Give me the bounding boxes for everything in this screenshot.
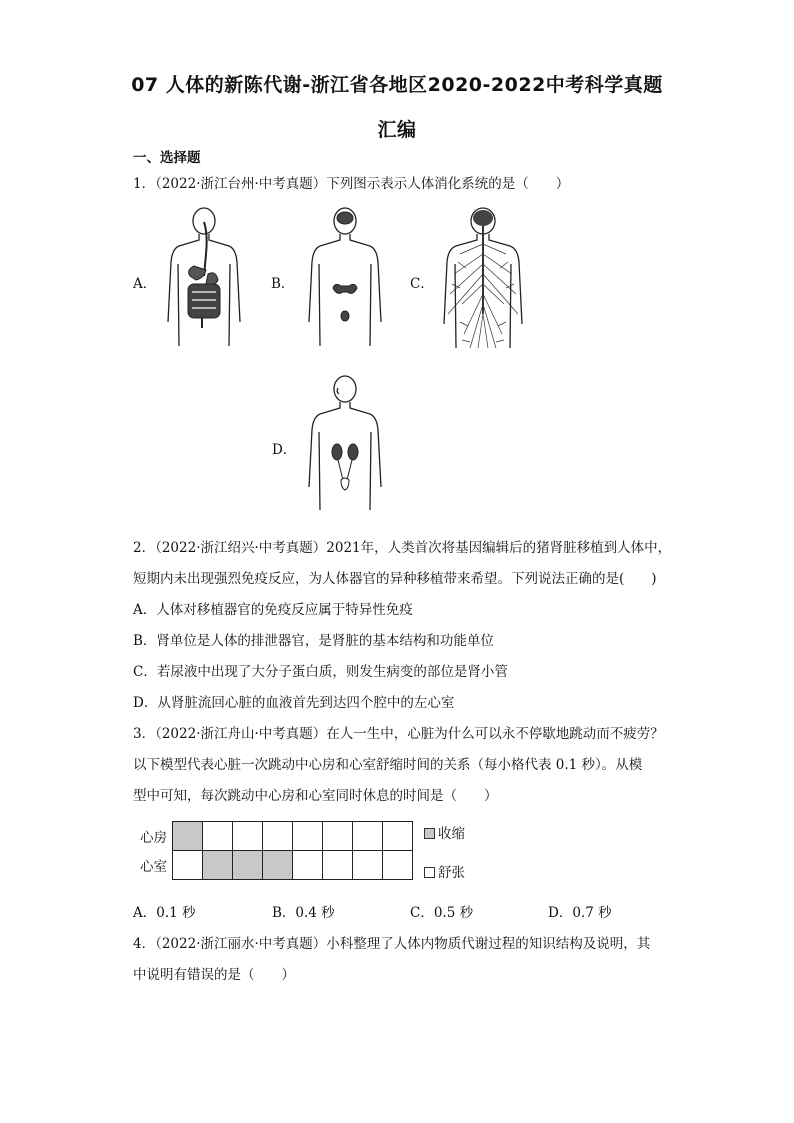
question-3-line3: 型中可知，每次跳动中心房和心室同时休息的时间是（ ）: [133, 788, 498, 804]
ventricle-cell: [263, 851, 293, 880]
urinary-system-figure[interactable]: [305, 372, 385, 512]
atrium-cell: [383, 822, 413, 851]
question-4-line1: 4．（2022·浙江丽水·中考真题）小科整理了人体内物质代谢过程的知识结构及说明，其: [133, 936, 651, 952]
question-2-line1: 2．（2022·浙江绍兴·中考真题）2021年，人类首次将基因编辑后的猪肾脏移植到人体中，: [133, 540, 672, 556]
ventricle-cell: [203, 851, 233, 880]
q2-option-b[interactable]: B．肾单位是人体的排泄器官，是肾脏的基本结构和功能单位: [133, 633, 494, 649]
q1-option-b-label[interactable]: B．: [271, 276, 295, 292]
q1-option-c-label[interactable]: C．: [410, 276, 434, 292]
legend-contract: [424, 822, 465, 842]
atrium-cell: [173, 822, 203, 851]
q3-option-d[interactable]: D．0.7 秒: [548, 905, 612, 921]
q2-option-c[interactable]: C．若尿液中出现了大分子蛋白质，则发生病变的部位是肾小管: [133, 664, 508, 680]
atrium-cell: [263, 822, 293, 851]
q2-option-d[interactable]: D．从肾脏流回心脏的血液首先到达四个腔中的左心室: [133, 695, 455, 711]
heart-cycle-grid: [172, 821, 413, 880]
atrium-cell: [203, 822, 233, 851]
q3-option-c[interactable]: C．0.5 秒: [410, 905, 474, 921]
atrium-label: 心房: [140, 830, 167, 846]
ventricle-cell: [383, 851, 413, 880]
ventricle-label: 心室: [140, 859, 167, 875]
q3-option-b[interactable]: B．0.4 秒: [272, 905, 335, 921]
question-2-line2: 短期内未出现强烈免疫反应，为人体器官的异种移植带来希望。下列说法正确的是( ): [133, 571, 657, 587]
ventricle-cell: [233, 851, 263, 880]
q2-option-a[interactable]: A．人体对移植器官的免疫反应属于特异性免疫: [133, 602, 413, 618]
nervous-system-figure[interactable]: [440, 204, 526, 350]
page-title-line2: 汇编: [377, 119, 417, 141]
ventricle-cell: [323, 851, 353, 880]
question-1-stem: 1．（2022·浙江台州·中考真题）下列图示表示人体消化系统的是（ ）: [133, 176, 570, 192]
legend-contract-label: 收缩: [438, 826, 465, 842]
q3-option-a[interactable]: A．0.1 秒: [133, 905, 196, 921]
atrium-cell: [353, 822, 383, 851]
digestive-system-figure[interactable]: [164, 204, 244, 349]
atrium-cell: [323, 822, 353, 851]
q1-option-a-label[interactable]: A．: [133, 276, 157, 292]
q1-option-d-label[interactable]: D．: [272, 442, 297, 458]
atrium-cell: [233, 822, 263, 851]
question-3-line2: 以下模型代表心脏一次跳动中心房和心室舒缩时间的关系（每小格代表 0.1 秒）。从模: [133, 757, 643, 773]
question-4-line2: 中说明有错误的是（ ）: [133, 967, 295, 983]
section-heading: 一、选择题: [133, 150, 201, 166]
endocrine-system-figure[interactable]: [305, 204, 385, 349]
page-title: 07 人体的新陈代谢-浙江省各地区2020-2022中考科学真题: [131, 74, 663, 96]
ventricle-cell: [353, 851, 383, 880]
question-3-line1: 3．（2022·浙江舟山·中考真题）在人一生中，心脏为什么可以永不停歇地跳动而不疲劳？: [133, 726, 664, 742]
legend-relax-swatch: [424, 867, 435, 878]
ventricle-cell: [173, 851, 203, 880]
ventricle-cell: [293, 851, 323, 880]
legend-relax-label: 舒张: [438, 865, 465, 881]
atrium-row: [173, 822, 413, 851]
atrium-cell: [293, 822, 323, 851]
legend-relax: [424, 861, 465, 881]
ventricle-row: [173, 851, 413, 880]
legend-contract-swatch: [424, 828, 435, 839]
